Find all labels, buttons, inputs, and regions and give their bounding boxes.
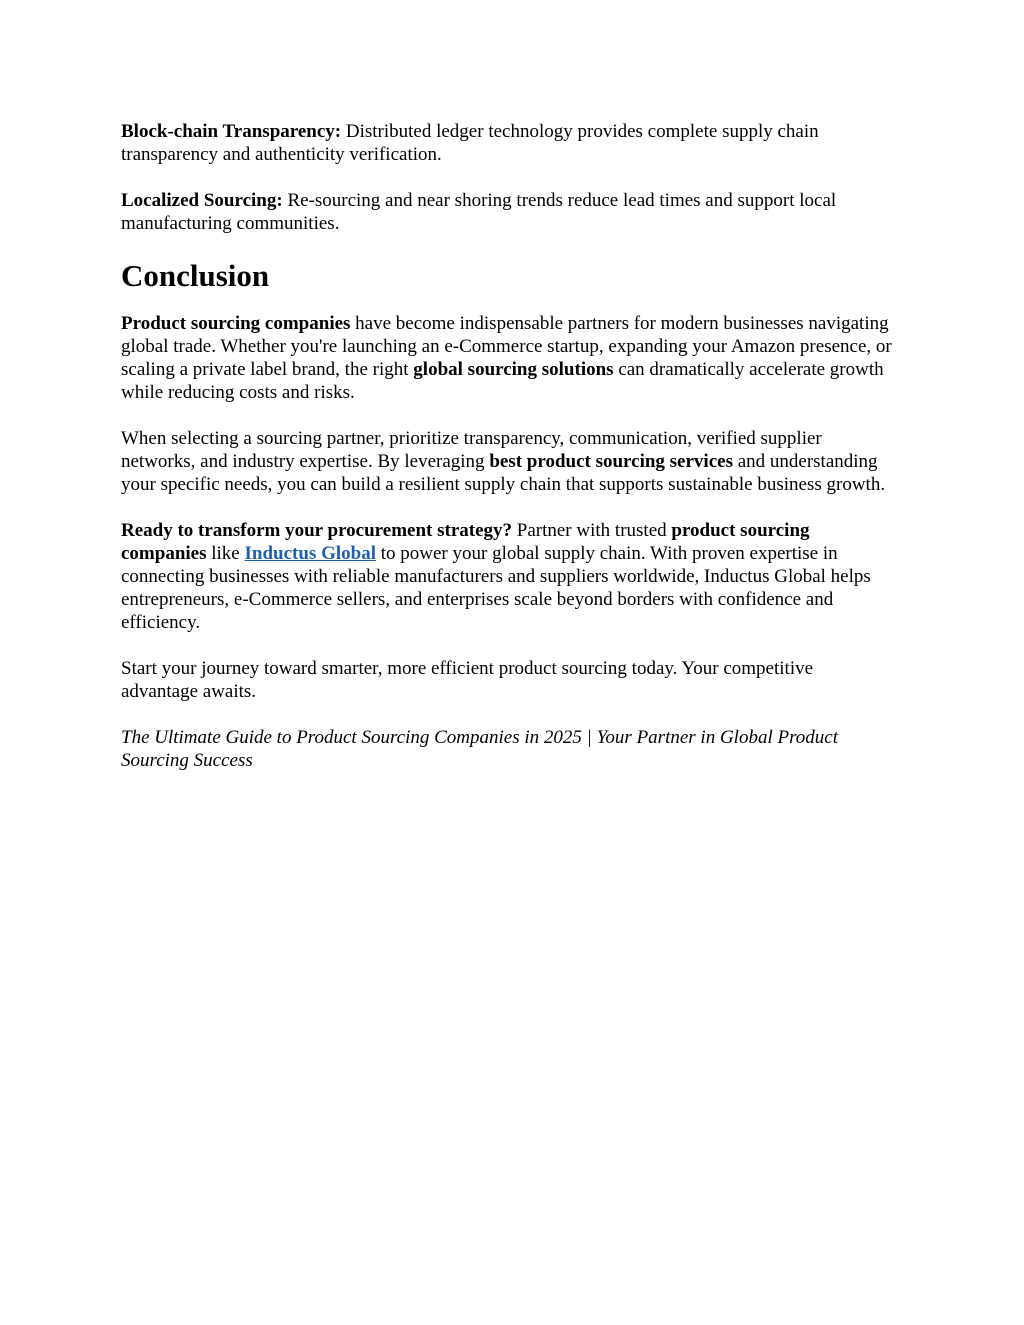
- paragraph-cta: [121, 519, 893, 634]
- paragraph-closing: Start your journey toward smarter, more efficient product sourcing today. Your competitive advantage awaits.: [121, 658, 814, 702]
- paragraph-localized: [121, 189, 893, 235]
- paragraph-conclusion-1: [121, 312, 893, 404]
- paragraph-text: Distributed ledger technology provides complete supply chain transparency and authenticity verification.: [121, 121, 819, 165]
- paragraph-blockchain: [121, 120, 893, 166]
- conclusion-heading: Conclusion: [121, 258, 270, 293]
- bold-text: Ready to transform your procurement strategy?: [121, 520, 513, 541]
- paragraph-text: When selecting a sourcing partner, prioritize transparency, communication, verified supplier networks, and industry expertise. By leveraging: [121, 428, 822, 472]
- paragraph-text: to power your global supply chain. With proven expertise in connecting businesses with reliable manufacturers and suppliers worldwide, Inductus Global helps entrepreneurs, e-Commerce sellers, and enterprises scale beyond borders with confidence and efficiency.: [121, 543, 871, 633]
- bold-text: Product sourcing companies: [121, 313, 351, 334]
- paragraph-text: like: [206, 543, 245, 564]
- document-body: [121, 120, 893, 795]
- paragraph-conclusion-2: [121, 427, 893, 496]
- paragraph-text: have become indispensable partners for modern businesses navigating global trade. Whether you're launching an e-Commerce startup, expanding your Amazon presence, or scaling a private label brand, the right: [121, 313, 892, 380]
- term-blockchain: Block-chain Transparency:: [121, 121, 342, 142]
- paragraph-text: can dramatically accelerate growth while reducing costs and risks.: [121, 359, 884, 403]
- bold-text: best product sourcing services: [489, 451, 733, 472]
- paragraph-text: and understanding your specific needs, you can build a resilient supply chain that supports sustainable business growth.: [121, 451, 886, 495]
- bold-text: product sourcing companies: [121, 520, 810, 564]
- term-localized: Localized Sourcing:: [121, 190, 283, 211]
- bold-text: global sourcing solutions: [413, 359, 614, 380]
- italic-text: The Ultimate Guide to Product Sourcing Companies in 2025 | Your Partner in Global Product Sourcing Success: [121, 727, 838, 771]
- paragraph-text: Partner with trusted: [512, 520, 672, 541]
- paragraph-text: Re-sourcing and near shoring trends reduce lead times and support local manufacturing communities.: [121, 190, 837, 234]
- italic-footer: [121, 726, 893, 772]
- inductus-global-link[interactable]: Inductus Global: [244, 543, 376, 564]
